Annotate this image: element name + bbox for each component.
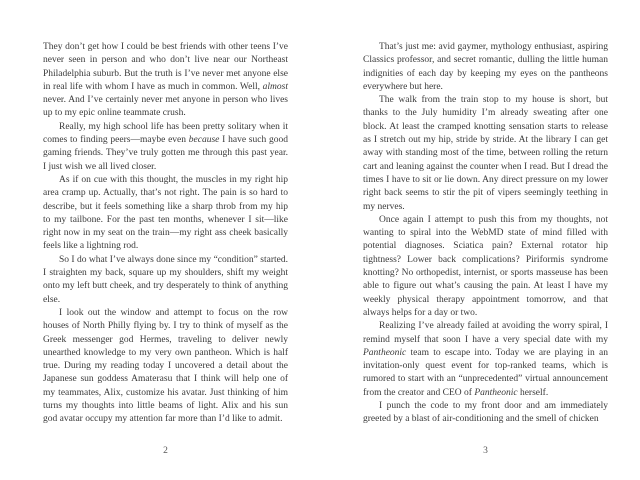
paragraph: Really, my high school life has been pretty solitary when it comes to finding peers—maybe even because I have such good gaming friends. They’ve truly gotten me through this past year. I just wish we all lived closer. bbox=[43, 121, 288, 172]
paragraph: As if on cue with this thought, the muscles in my right hip area cramp up. Actually, that’s not right. The pain is so hard to describe, but it feels something like a sharp throb from my hip to my tailbone. For the past ten months, whenever I sit—like right now in my seat on the train—my right ass cheek basically feels like a lightning rod. bbox=[43, 174, 288, 252]
paragraph: Realizing I’ve already failed at avoiding the worry spiral, I remind myself that soon I have a very special date with my Pantheonic team to escape into. Today we are playing in an invitation-only quest event for top-ranked teams, which is rumored to start with an “unprecedented” virtual announcement from the creator and CEO of Pantheonic herself. bbox=[363, 321, 608, 398]
paragraph: The walk from the train stop to my house is short, but thanks to the July humidity I’m already sweating after one block. At least the cramped knotting sensation starts to release as I stretch out my hip, stride by stride. At the library I can get away with standing most of the time, between rolling the return cart and leaning against the counter when I read. But I dread the times I have to sit or lie down. Any direct pressure on my lower right back seems to stir the pit of vipers seemingly teething in my nerves. bbox=[363, 95, 608, 212]
page-2-text-column bbox=[43, 41, 288, 427]
page-3-text-column bbox=[363, 41, 608, 427]
page-number: 2 bbox=[163, 446, 168, 456]
page-number: 3 bbox=[483, 446, 488, 456]
paragraph: I look out the window and attempt to focus on the row houses of North Philly flying by. I try to think of myself as the Greek messenger god Hermes, traveling to deliver newly unearthed knowledge to my very own pantheon. Which is half true. During my reading today I uncovered a detail about the Japanese sun goddess Amaterasu that I think will help one of my teammates, Alix, customize his avatar. Just thinking of him turns my thoughts into little beams of light. Alix and his sun god avatar occupy my attention far more than I’d like to admit. bbox=[43, 307, 288, 425]
paragraph: Once again I attempt to push this from my thoughts, not wanting to spiral into the WebMD state of mind filled with potential diagnoses. Sciatica pain? External rotator hip tightness? Lower back complications? Piriformis syndrome knotting? No orthopedist, internist, or sports masseuse has been able to figure out what’s causing the pain. At least I have my weekly physical therapy appointment tomorrow, and that always helps for a day or two. bbox=[363, 214, 608, 318]
paragraph: That’s just me: avid gaymer, mythology enthusiast, aspiring Classics professor, and secret romantic, dulling the little human indignities of each day by keeping my eyes on the pantheons everywhere but here. bbox=[363, 42, 608, 92]
paragraph: So I do what I’ve always done since my “condition” started. I straighten my back, square up my shoulders, shift my weight onto my left butt cheek, and try desperately to think of anything else. bbox=[43, 254, 288, 305]
paragraph: I punch the code to my front door and am immediately greeted by a blast of air-conditioning and the smell of chicken bbox=[363, 401, 608, 425]
paragraph: They don’t get how I could be best friends with other teens I’ve never seen in person and who don’t live near our Northeast Philadelphia suburb. But the truth is I’ve never met anyone else in real life with whom I have as much in common. Well, almost never. And I’ve certainly never met anyone in person who lives up to my epic online teammate crush. bbox=[43, 42, 288, 119]
